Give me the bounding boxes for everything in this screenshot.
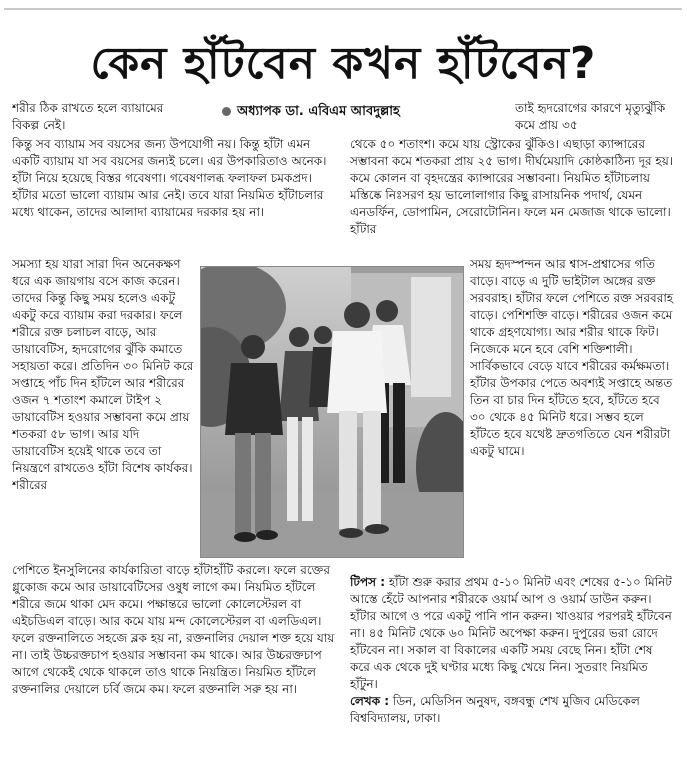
headline: কেন হাঁটবেন কখন হাঁটবেন?	[90, 38, 597, 89]
author-name: অধ্যাপক ডা. এবিএম আবদুল্লাহ	[237, 104, 400, 119]
column-left-bottom	[12, 562, 340, 752]
paragraph-insulin: পেশিতে ইনসুলিনের কার্যকারিতা বাড়ে হাঁটাহাঁটি করলে। ফলে রক্তের গ্লুকোজ কমে আর ডায়াবেটিসের ওষুধ লাগে কম। নিয়মিত হাঁটলে শরীরে জমে থাকা মেদ কমে। পক্ষান্তরে ভালো কোলেস্টেরল বা এইচডিএল বাড়ে। আর কমে যায় মন্দ কোলেস্টেরল বা এলডিএল। ফলে রক্তনালিতে সহজে ব্লক হয় না, রক্তনালির দেয়াল শক্ত হয়ে যায় না। তাই উচ্চরক্তচাপ হওয়ার সম্ভাবনা কম থাকে। আর উচ্চরক্তচাপ আগে থেকেই থেকে থাকলে তাও থাকে নিয়ন্ত্রিত। নিয়মিত হাঁটলে রক্তনালির দেয়ালে চর্বি জমে কম। ফলে রক্তনালি সরু হয় না।	[12, 563, 335, 696]
paragraph-sedentary: সমস্যা হয় যারা সারা দিন অনেকক্ষণ ধরে এক জায়গায় বসে কাজ করেন। তাদের কিন্তু কিছু সময় হলেও একটু একটু করে ব্যায়াম করা দরকার। ফলে শরীরে রক্ত চলাচল বাড়ে, আর ডায়াবেটিস, হৃদরোগের ঝুঁকি কমাতে সহায়তা করে। প্রতিদিন ৩০ মিনিট করে সপ্তাহে পাঁচ দিন হাঁটলে আর শরীরের ওজন ৭ শতাংশ কমালে টাইপ ২ ডায়াবেটিস হওয়ার সম্ভাবনা কমে প্রায় শতকরা ৫৮ ভাগ। আর যদি ডায়াবেটিস হয়েই থাকে তবে তা নিয়ন্ত্রণে রাখতেও হাঁটা বিশেষ কার্যকর। শরীরের	[12, 257, 194, 492]
byline	[222, 102, 400, 123]
paragraph-intro: কিন্তু সব ব্যায়াম সব বয়সের জন্য উপযোগী নয়। কিন্তু হাঁটা এমন একটি ব্যায়াম যা সব বয়সের জন্যই চলে। এর উপকারিতাও অনেক। হাঁটা নিয়ে হয়েছে বিস্তর গবেষণা। গবেষণালব্ধ ফলাফল চমকপ্রদ। হাঁটার মতো ভালো ব্যায়াম আর নেই। তবে যারা নিয়মিত হাঁটাচলার মধ্যে থাকেন, তাদের আলাদা ব্যায়ামের দরকার হয় না।	[12, 137, 327, 219]
tips-paragraph	[350, 574, 676, 693]
writer-label: লেখক :	[350, 694, 390, 708]
walking-men-photo	[200, 266, 464, 558]
column-right-narrow	[470, 256, 676, 562]
walking-men-illustration	[201, 267, 463, 557]
writer-text: ডিন, মেডিসিন অনুষদ, বঙ্গবন্ধু শেখ মুজিব মেডিকেল বিশ্ববিদ্যালয়, ঢাকা।	[350, 694, 640, 725]
intro-left-text: শরীর ঠিক রাখতে হলে ব্যায়ামের বিকল্প নেই।	[12, 101, 164, 132]
column-left-top	[12, 136, 340, 256]
intro-right-text: তাই হৃদরোগের কারণে মৃত্যুঝুঁকি কমে প্রায় ৩৫	[515, 101, 666, 132]
writer-paragraph	[350, 693, 676, 727]
tips-label: টিপস :	[350, 575, 386, 589]
tips-box	[350, 574, 676, 754]
paragraph-heart: সময় হৃদস্পন্দন আর শ্বাস-প্রশ্বাসের গতি বাড়ে। বাড়ে এ দুটি ভাইটাল অঙ্গের রক্ত সরবরাহ। হাঁটার ফলে পেশিতে রক্ত সরবরাহ বাড়ে। পেশিশক্তি বাড়ে। শরীরের ওজন কমে থাকে গ্রহণযোগ্য। আর শরীর থাকে ফিট। নিজেকে মনে হবে বেশি শক্তিশালী। সার্বিকভাবে বেড়ে যাবে শরীরের কর্মক্ষমতা। হাঁটার উপকার পেতে অবশ্যই সপ্তাহে অন্তত তিন বা চার দিন হাঁটতে হবে, হাঁটতে হবে ৩০ থেকে ৪৫ মিনিট ধরে। সম্ভব হলে হাঁটতে হবে যথেষ্ট দ্রুতগতিতে যেন শরীরটা একটু ঘামে।	[470, 257, 674, 458]
tips-text: হাঁটা শুরু করার প্রথম ৫-১০ মিনিট এবং শেষের ৫-১০ মিনিট আস্তে হেঁটে আপনার শরীরকে ওয়ার্ম আপ ও ওয়ার্ম ডাউন করুন। হাঁটার আগে ও পরে একটু পানি পান করুন। খাওয়ার পরপরই হাঁটবেন না। ৪৫ মিনিট থেকে ৬০ মিনিট অপেক্ষা করুন। দুপুরের ভরা রোদে হাঁটবেন না। সকাল বা বিকালের একটি সময় বেছে নিন। হাঁটা শেষ করে এক থেকে দুই ঘণ্টার মধ্যে কিছু খেয়ে নিন। সুতরাং নিয়মিত হাঁটুন।	[350, 575, 672, 691]
paragraph-benefits: থেকে ৫০ শতাংশ। কমে যায় স্ট্রোকের ঝুঁকিও। এছাড়া ক্যান্সারের সম্ভাবনা কমে শতকরা প্রায় ২৫ ভাগ। দীর্ঘমেয়াদি কোষ্ঠকাঠিন্য দূর হয়। কমে কোলন বা বৃহদন্ত্রের ক্যান্সারের সম্ভাবনা। নিয়মিত হাঁটাচলায় মস্তিষ্কে নিঃসরণ হয় ভালোলাগার কিছু রাসায়নিক পদার্থ, যেমন এনডর্ফিন, ডোপামিন, সেরোটোনিন। ফলে মন মেজাজ থাকে ভালো। হাঁটার	[350, 137, 674, 236]
bullet-icon	[222, 107, 231, 116]
column-right-top	[350, 136, 676, 256]
intro-right	[515, 100, 675, 136]
column-left-narrow	[12, 256, 194, 562]
intro-left	[12, 100, 187, 136]
